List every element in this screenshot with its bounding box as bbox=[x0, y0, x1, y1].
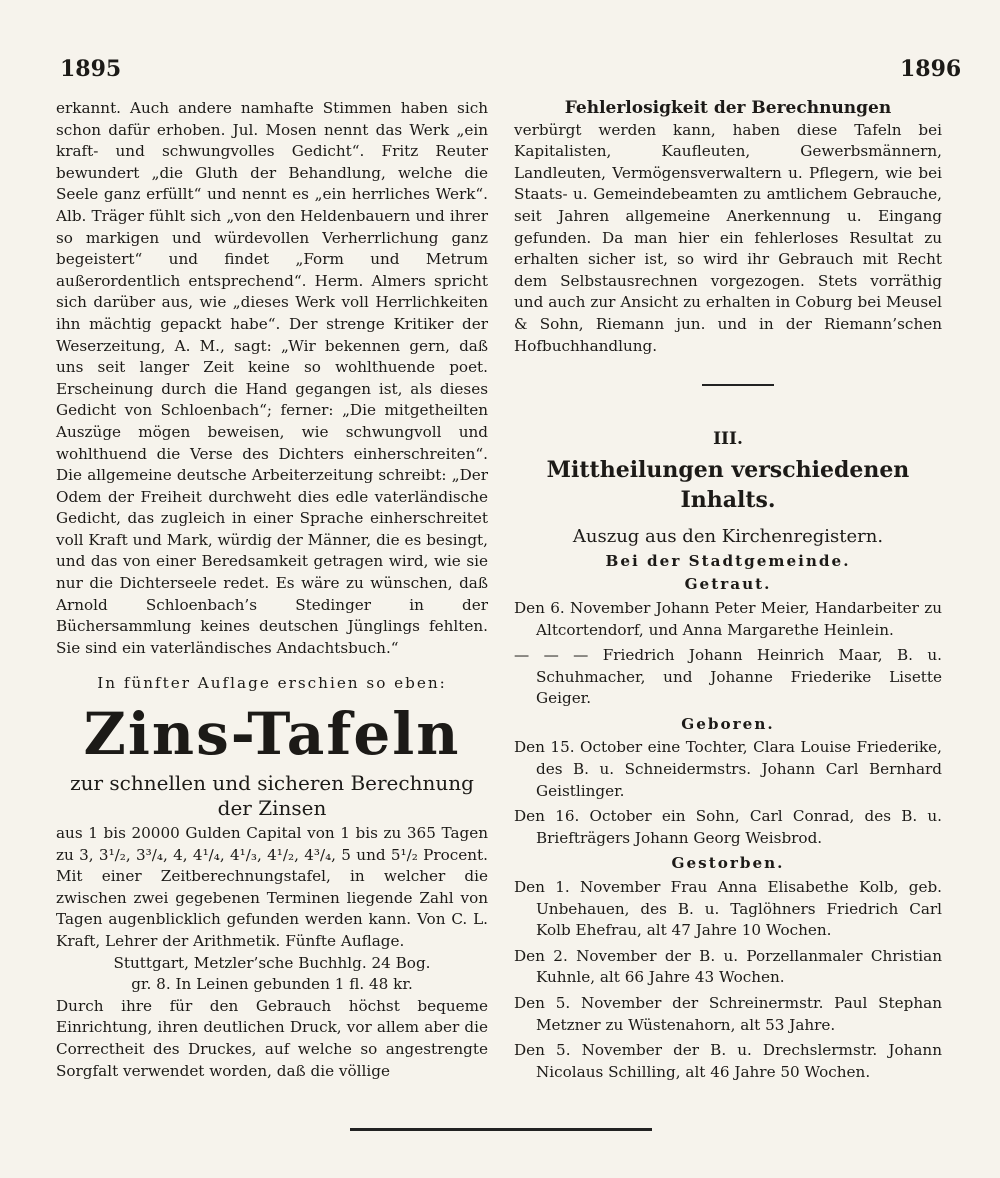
ad-title: Zins-Tafeln bbox=[83, 700, 461, 769]
born-entry: Den 15. October eine Tochter, Clara Louise Friederike, des B. u. Schneidermstrs. Johann Carl Bernhard Geistlinger. bbox=[514, 738, 942, 800]
born-heading: Geboren. bbox=[681, 714, 775, 733]
married-heading: Getraut. bbox=[684, 575, 772, 594]
ad-closing: Durch ihre für den Gebrauch höchst bequeme Einrichtung, ihren deutlichen Druck, vor allem aber die Correctheit des Druckes, auf welche so angestrengte Sorgfalt verwendet worden, daß die völlige bbox=[56, 996, 488, 1080]
married-entry: — — — Friedrich Johann Heinrich Maar, B. u. Schuhmacher, und Johanne Friederike Lisette Geiger. bbox=[514, 646, 942, 708]
review-paragraph: erkannt. Auch andere namhafte Stimmen haben sich schon dafür erhoben. Jul. Mosen nennt das Werk „ein kraft- und schwungvolles Gedicht“. Fritz Reuter bewundert „die Gluth der Behandlung, welche die Seele ganz erfüllt“ und nennt es „ein herrliches Werk“. Alb. Träger fühlt sich „von den Heldenbauern und ihrer so markigen und würdevollen Verherrlichung ganz begeistert“ und findet „Form und Metrum außerordentlich entsprechend“. Herm. Almers spricht sich darüber aus, wie „dieses Werk voll Herrlichkeiten ihn mächtig gepackt habe“. Der strenge Kritiker der Weserzeitung, A. M., sagt: „Wir bekennen gern, daß uns seit langer Zeit keine so wohlthuende poet. Erscheinung durch die Hand gegangen ist, als dieses Gedicht von Schloenbach“; ferner: „Die mitgetheilten Auszüge mögen beweisen, wie schwungvoll und wohlthuend die Verse des Dichters einherschreiten“. Die allgemeine deutsche Arbeiterzeitung schreibt: „Der Odem der Freiheit durchweht dies edle vaterländische Gedicht, das zugleich in einer Sprache einherschreitet voll Kraft und Mark, würdig der Männer, die es besingt, und das von einer Beredsamkeit getragen wird, wie sie nur die Dichterseele redet. Es wäre zu wünschen, daß Arnold Schloenbach’s Stedinger in der Büchersammlung keines deutschen Jünglings fehlten. Sie sind ein vaterländisches Andachtsbuch.“ bbox=[56, 99, 488, 657]
continuation-heading: Fehlerlosigkeit der Berechnungen bbox=[564, 98, 892, 118]
ad-price: gr. 8. In Leinen gebunden 1 fl. 48 kr. bbox=[131, 975, 413, 994]
died-entry: Den 5. November der Schreinermstr. Paul Stephan Metzner zu Wüstenahorn, alt 53 Jahre. bbox=[514, 994, 942, 1034]
ad-subtitle-2: der Zinsen bbox=[217, 796, 327, 821]
page-bottom-rule bbox=[350, 1128, 652, 1131]
left-column bbox=[56, 98, 488, 1082]
spacer bbox=[514, 357, 942, 419]
ad-intro: In fünfter Auflage erschien so eben: bbox=[97, 674, 447, 693]
continuation-body: verbürgt werden kann, haben diese Tafeln bei Kapitalisten, Kaufleuten, Gewerbsmännern, Landleuten, Vermögensverwaltern u. Pflegern, wie bei Staats- u. Gemeindebeamten zu amtlichem Gebrauche, seit Jahren allgemeine Anerkennung u. Eingang gefunden. Da man hier ein fehlerloses Resultat zu erhalten sicher ist, so wird ihr Gebrauch mit Recht dem Selbstausrechnen vorgezogen. Stets vorräthig und auch zur Ansicht zu erhalten in Coburg bei Meusel & Sohn, Riemann jun. und in der Riemann’schen Hofbuchhandlung. bbox=[514, 120, 942, 355]
died-heading: Gestorben. bbox=[671, 854, 785, 873]
registry-title: Auszug aus den Kirchenregistern. bbox=[572, 525, 884, 547]
page-number-left: 1895 bbox=[60, 56, 122, 82]
section-title: Mittheilungen verschiedenen Inhalts. bbox=[546, 456, 910, 513]
section-number: III. bbox=[713, 429, 743, 450]
ad-publisher: Stuttgart, Metzler’sche Buchhlg. 24 Bog. bbox=[113, 953, 431, 972]
page-number-right: 1896 bbox=[900, 56, 962, 82]
died-entry: Den 1. November Frau Anna Elisabethe Kolb, geb. Unbehauen, des B. u. Taglöhners Friedrich Carl Kolb Ehefrau, alt 47 Jahre 10 Wochen. bbox=[514, 878, 942, 940]
right-column bbox=[514, 98, 942, 1087]
parish-heading: Bei der Stadtgemeinde. bbox=[605, 551, 851, 570]
born-entry: Den 16. October ein Sohn, Carl Conrad, des B. u. Briefträgers Johann Georg Weisbrod. bbox=[514, 807, 942, 847]
section-divider bbox=[702, 384, 774, 386]
died-entry: Den 5. November der B. u. Drechslermstr. Johann Nicolaus Schilling, alt 46 Jahre 50 Wochen. bbox=[514, 1041, 942, 1081]
ad-subtitle-1: zur schnellen und sicheren Berechnung bbox=[70, 771, 474, 796]
married-entry: Den 6. November Johann Peter Meier, Handarbeiter zu Altcortendorf, und Anna Margarethe Heinlein. bbox=[514, 598, 942, 639]
died-entry: Den 2. November der B. u. Porzellanmaler Christian Kuhnle, alt 66 Jahre 43 Wochen. bbox=[514, 946, 942, 987]
ad-body: aus 1 bis 20000 Gulden Capital von 1 bis zu 365 Tagen zu 3, 3¹/₂, 3³/₄, 4, 4¹/₄, 4¹/₃, 4¹/₂, 4³/₄, 5 und 5¹/₂ Procent. Mit einer Zeitberechnungstafel, in welcher die zwischen zwei gegebenen Terminen liegende Zahl von Tagen augenblicklich gefunden werden kann. Von C. L. Kraft, Lehrer der Arithmetik. Fünfte Auflage. bbox=[56, 824, 488, 950]
